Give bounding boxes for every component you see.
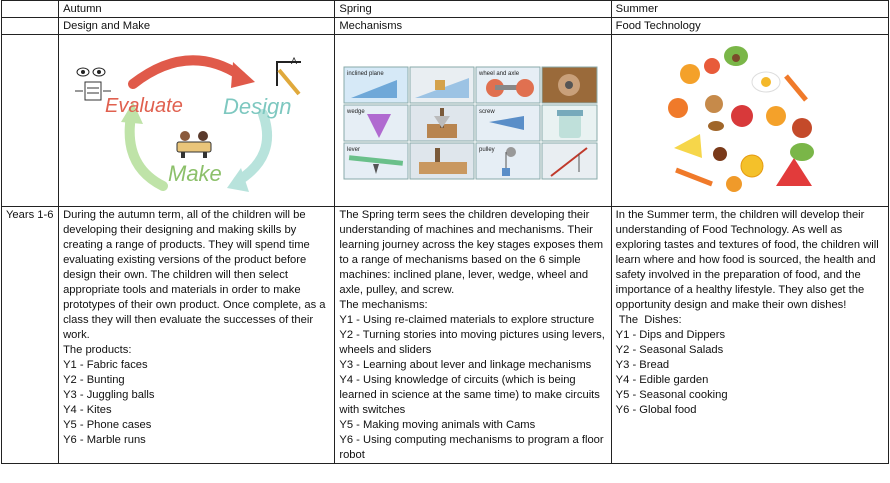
- label-lever: lever: [347, 147, 361, 153]
- machine-tile-crane: [542, 143, 597, 179]
- machine-tile-lever: [344, 143, 408, 179]
- spring-item: Y1 - Using re-claimed materials to explore structure: [339, 314, 595, 326]
- summer-item: Y5 - Seasonal cooking: [615, 389, 728, 401]
- spring-item: Y3 - Learning about lever and linkage mechanisms: [339, 359, 592, 371]
- machine-tile-seesaw: [410, 143, 474, 179]
- make-label: Make: [168, 161, 222, 186]
- svg-text:A: A: [291, 56, 298, 66]
- header-blank: [2, 1, 59, 18]
- arrow-teal: [238, 114, 267, 181]
- content-row: [2, 207, 889, 464]
- eyes-icon: [77, 68, 105, 76]
- header-summer: Summer: [611, 1, 888, 18]
- summer-item: Y4 - Edible garden: [615, 374, 709, 386]
- arrow-red-head: [231, 62, 255, 88]
- mushroom-icon: [705, 95, 723, 113]
- autumn-item: Y3 - Juggling balls: [63, 389, 155, 401]
- years-label: Years 1-6: [2, 207, 59, 464]
- machine-tile-ramp: [410, 67, 474, 103]
- chestnut-icon: [713, 147, 727, 161]
- machine-tile-wheel-and-axle: [476, 67, 540, 103]
- label-screw: screw: [479, 109, 496, 115]
- spring-item: Y2 - Turning stories into moving pictures using levers, wheels and sliders: [339, 329, 608, 356]
- autumn-intro: During the autumn term, all of the children will be developing their designing and making skills by creating a range of products. They will spend time evaluating existing versions of the product before design their own. The children will then select appropriate tools and materials in order to make prototypes of their own product. Once complete, as a class they will then evaluate the successes of their work.: [63, 209, 326, 341]
- label-wheel-and-axle: wheel and axle: [479, 71, 520, 77]
- label-pulley: pulley: [479, 147, 496, 153]
- summer-item: Y2 - Seasonal Salads: [615, 344, 724, 356]
- autumn-item: Y2 - Bunting: [63, 374, 125, 386]
- food-circle-image: [611, 35, 888, 207]
- image-row: [2, 35, 889, 207]
- season-row: [2, 1, 889, 18]
- topic-blank: [2, 18, 59, 35]
- watermelon-icon: [776, 158, 812, 186]
- tomato-icon: [704, 58, 720, 74]
- spring-intro: The Spring term sees the children developing their understanding of machines and mechanisms. Their learning journey across the key stages exposes them to a range of mechanisms based on the 6 simple machines: inclined plane, lever, wedge, wheel and axle, pulley, and screw.: [339, 209, 604, 296]
- topic-autumn: Design and Make: [59, 18, 335, 35]
- arrow-red: [133, 60, 241, 84]
- autumn-item: Y1 - Fabric faces: [63, 359, 148, 371]
- autumn-list-title: The products:: [63, 344, 132, 356]
- machine-tile-jar: [542, 105, 597, 141]
- spring-item: Y5 - Making moving animals with Cams: [339, 419, 536, 431]
- simple-machines-image: [335, 35, 611, 207]
- machine-tile-axe: [410, 105, 474, 141]
- design-label: Design: [223, 94, 292, 119]
- autumn-item: Y6 - Marble runs: [63, 434, 146, 446]
- orange-icon: [680, 64, 700, 84]
- peach-icon: [726, 176, 742, 192]
- papaya-icon: [790, 143, 814, 161]
- autumn-description: [59, 207, 335, 464]
- topic-summer: Food Technology: [611, 18, 888, 35]
- people-making-icon: [177, 131, 211, 158]
- header-spring: Spring: [335, 1, 611, 18]
- summer-intro: In the Summer term, the children will develop their understanding of Food Technology. As well as exploring tastes and textures of food, the children will learn where and how food is sourced, the health and safety involved in the preparation of food, and the importance of a healthy lifestyle. They also get the opportunity design and make their own dishes!: [615, 209, 879, 311]
- evaluate-label: Evaluate: [105, 95, 183, 117]
- topic-row: [2, 18, 889, 35]
- summer-item: Y6 - Global food: [615, 404, 697, 416]
- nut-icon: [708, 121, 724, 131]
- machine-tile-inclined-plane: [344, 67, 408, 103]
- topic-spring: Mechanisms: [335, 18, 611, 35]
- summer-item: Y1 - Dips and Dippers: [615, 329, 726, 341]
- apple-icon: [731, 105, 753, 127]
- label-wedge: wedge: [347, 109, 366, 115]
- machine-tile-screw: [476, 105, 540, 141]
- spring-item: Y6 - Using computing mechanisms to program a floor robot: [339, 434, 607, 461]
- orange2-icon: [766, 106, 786, 126]
- image-blank: [2, 35, 59, 207]
- machine-tile-pulley: [476, 143, 540, 179]
- summer-description: [611, 207, 888, 464]
- summer-list-title: The Dishes:: [615, 314, 682, 326]
- summer-item: Y3 - Bread: [615, 359, 670, 371]
- lemon-icon: [741, 155, 763, 177]
- carrot2-icon: [676, 170, 712, 184]
- curriculum-table: [1, 0, 889, 464]
- arrow-green: [130, 116, 163, 186]
- cheese-icon: [674, 134, 702, 158]
- autumn-item: Y5 - Phone cases: [63, 419, 152, 431]
- spring-description: [335, 207, 611, 464]
- fig-icon: [792, 118, 812, 138]
- design-cycle-image: [59, 35, 335, 207]
- header-autumn: Autumn: [59, 1, 335, 18]
- label-inclined-plane: inclined plane: [347, 71, 385, 77]
- pumpkin-icon: [668, 98, 688, 118]
- spring-item: Y4 - Using knowledge of circuits (which is being learned in science at the same time) to make circuits with switches: [339, 374, 603, 416]
- spring-list-title: The mechanisms:: [339, 299, 428, 311]
- carrot-icon: [786, 76, 806, 100]
- machine-tile-wedge: [344, 105, 408, 141]
- pencil-icon: [277, 56, 301, 94]
- autumn-item: Y4 - Kites: [63, 404, 112, 416]
- machine-tile-wheel-photo: [542, 67, 597, 103]
